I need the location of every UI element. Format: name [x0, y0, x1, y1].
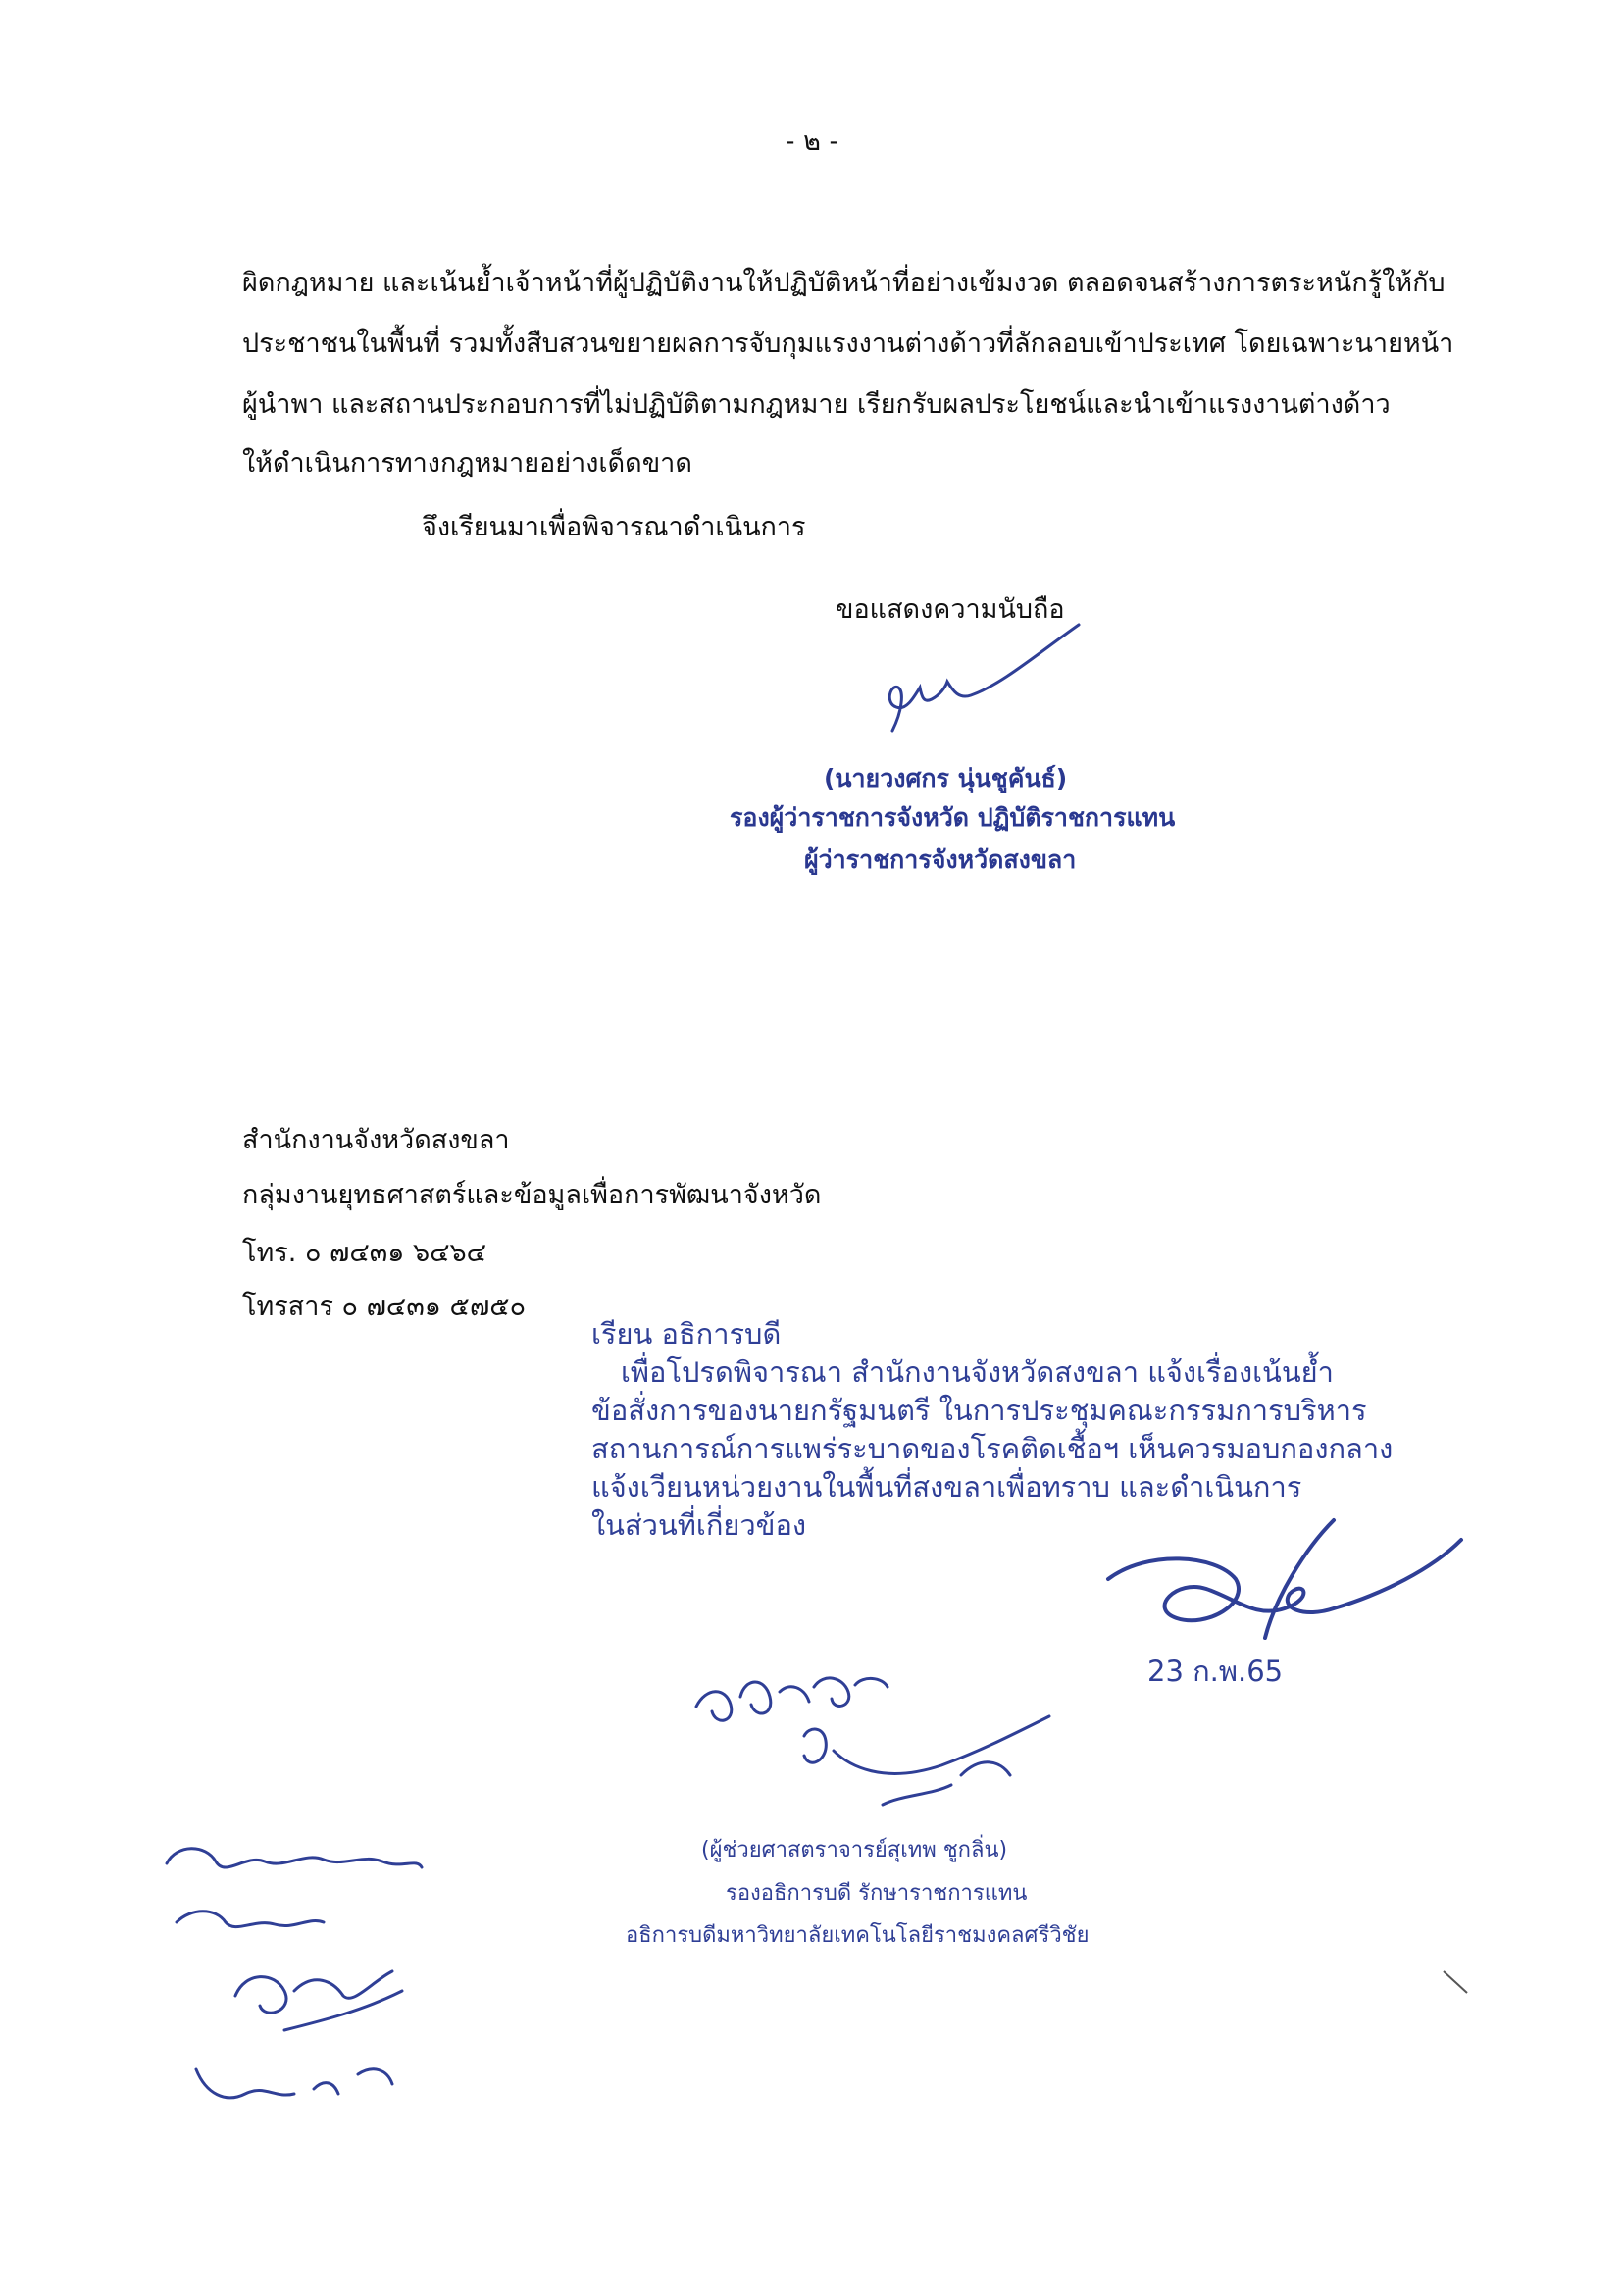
sender-fax: โทรสาร ๐ ๗๔๓๑ ๕๗๕๐ [242, 1292, 527, 1322]
closing-request: จึงเรียนมาเพื่อพิจารณาดำเนินการ [422, 512, 806, 542]
signer-name: (นายวงศกร นุ่นชูคันธ์) [824, 764, 1068, 792]
regards: ขอแสดงความนับถือ [836, 594, 1065, 625]
handwritten-top-note [686, 1657, 1098, 1834]
note-line-1: เพื่อโปรดพิจารณา สำนักงานจังหวัดสงขลา แจ้งเรื่องเน้นย้ำ [621, 1355, 1334, 1389]
body-line-2: ประชาชนในพื้นที่ รวมทั้งสืบสวนขยายผลการจับกุมแรงงานต่างด้าวที่ลักลอบเข้าประเทศ โดยเฉพาะนายหน้า [242, 329, 1454, 359]
note-line-3: สถานการณ์การแพร่ระบาดของโรคติดเชื้อฯ เห็นควรมอบกองกลาง [591, 1432, 1394, 1465]
signature-deputy-governor [863, 613, 1098, 760]
note-date: 23 ก.พ.65 [1147, 1655, 1284, 1688]
sender-division: กลุ่มงานยุทธศาสตร์และข้อมูลเพื่อการพัฒนาจังหวัด [242, 1180, 822, 1210]
sender-office: สำนักงานจังหวัดสงขลา [242, 1125, 510, 1155]
sender-tel: โทร. ๐ ๗๔๓๑ ๖๔๖๔ [242, 1238, 487, 1268]
university-signer-position-2: อธิการบดีมหาวิทยาลัยเทคโนโลยีราชมงคลศรีวิชัย [626, 1923, 1090, 1948]
body-line-4: ให้ดำเนินการทางกฎหมายอย่างเด็ดขาด [242, 448, 692, 479]
university-signer-position-1: รองอธิการบดี รักษาราชการแทน [726, 1881, 1028, 1906]
stray-mark [1442, 1969, 1471, 1999]
body-line-1: ผิดกฎหมาย และเน้นย้ำเจ้าหน้าที่ผู้ปฏิบัติงานให้ปฏิบัติหน้าที่อย่างเข้มงวด ตลอดจนสร้างการตระหนักรู้ให้กับ [242, 268, 1446, 298]
note-line-2: ข้อสั่งการของนายกรัฐมนตรี ในการประชุมคณะกรรมการบริหาร [591, 1394, 1367, 1427]
signer-position-1: รองผู้ว่าราชการจังหวัด ปฏิบัติราชการแทน [730, 803, 1176, 832]
university-signer-name: (ผู้ช่วยศาสตราจารย์สุเทพ ชูกลิ่น) [701, 1838, 1008, 1862]
note-line-4: แจ้งเวียนหน่วยงานในพื้นที่สงขลาเพื่อทราบ และดำเนินการ [591, 1470, 1302, 1504]
page-number: - ๒ - [785, 127, 839, 157]
note-salutation: เรียน อธิการบดี [591, 1317, 782, 1351]
handwritten-left-note [147, 1824, 481, 2148]
signer-position-2: ผู้ว่าราชการจังหวัดสงขลา [804, 845, 1077, 874]
signature-approver [1089, 1510, 1471, 1657]
note-line-5: ในส่วนที่เกี่ยวข้อง [591, 1508, 807, 1542]
body-line-3: ผู้นำพา และสถานประกอบการที่ไม่ปฏิบัติตามกฎหมาย เรียกรับผลประโยชน์และนำเข้าแรงงานต่างด้าว [242, 389, 1391, 420]
